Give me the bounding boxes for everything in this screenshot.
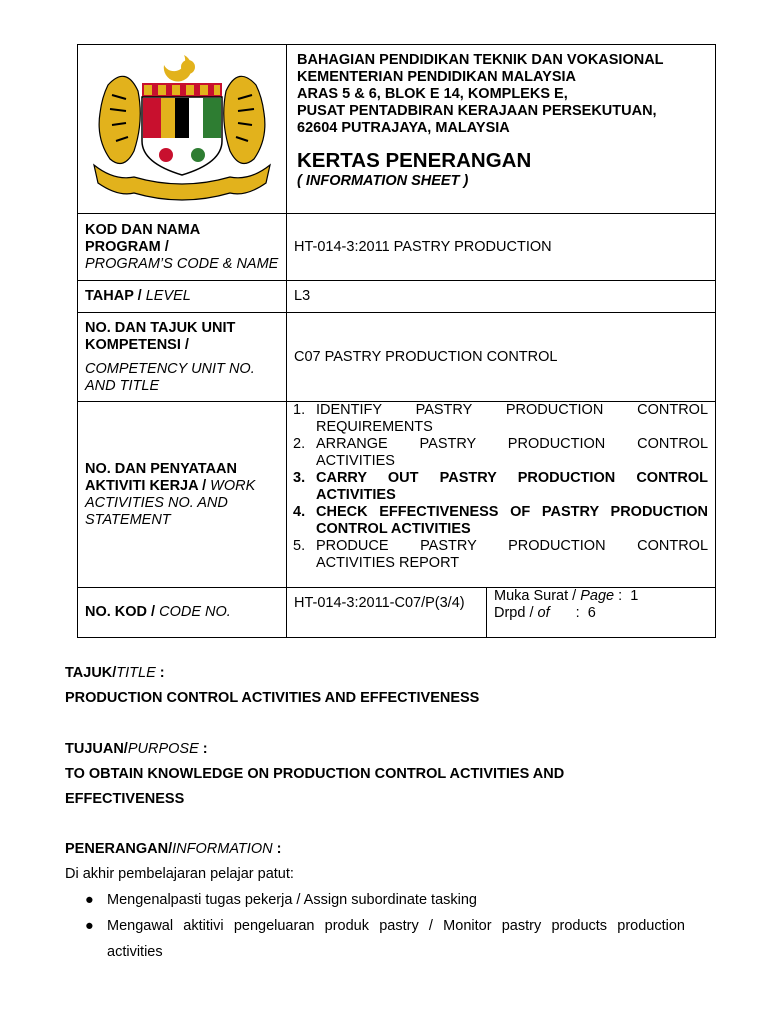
level-label: TAHAP / LEVEL bbox=[78, 281, 287, 313]
code-label: NO. KOD / CODE NO. bbox=[78, 588, 287, 638]
document-subtitle: ( INFORMATION SHEET ) bbox=[297, 173, 469, 189]
unit-label: NO. DAN TAJUK UNIT KOMPETENSI / COMPETENCY UNIT NO. AND TITLE bbox=[78, 313, 287, 402]
code-value: HT-014-3:2011-C07/P(3/4) bbox=[287, 588, 487, 638]
list-item: ● Mengawal aktitivi pengeluaran produk pastry / Monitor pastry products production activities bbox=[65, 913, 685, 965]
bullet-icon: ● bbox=[85, 918, 94, 934]
crest-cell bbox=[78, 45, 287, 214]
list-item: 4. CHECK EFFECTIVENESS OF PASTRY PRODUCTION CONTROL ACTIVITIES bbox=[293, 504, 709, 537]
address-line: BAHAGIAN PENDIDIKAN TEKNIK DAN VOKASIONAL bbox=[297, 52, 664, 68]
work-label: NO. DAN PENYATAAN AKTIVITI KERJA / WORK ACTIVITIES NO. AND STATEMENT bbox=[78, 402, 287, 588]
information-heading: PENERANGAN/INFORMATION : bbox=[65, 841, 282, 857]
list-item: 1. IDENTIFY PASTRY PRODUCTION CONTROL REQUIREMENTS bbox=[293, 402, 709, 435]
bullet-icon: ● bbox=[85, 892, 94, 908]
agency-cell bbox=[287, 45, 716, 214]
title-heading: TAJUK/TITLE : bbox=[65, 665, 165, 681]
unit-value: C07 PASTRY PRODUCTION CONTROL bbox=[287, 313, 716, 402]
title-text: PRODUCTION CONTROL ACTIVITIES AND EFFECTIVENESS bbox=[65, 690, 480, 706]
address-line: KEMENTERIAN PENDIDIKAN MALAYSIA bbox=[297, 69, 577, 85]
address-line: ARAS 5 & 6, BLOK E 14, KOMPLEKS E, bbox=[297, 86, 568, 102]
purpose-heading: TUJUAN/PURPOSE : bbox=[65, 741, 208, 757]
list-item: 2. ARRANGE PASTRY PRODUCTION CONTROL ACTIVITIES bbox=[293, 436, 709, 469]
program-value: HT-014-3:2011 PASTRY PRODUCTION bbox=[287, 214, 716, 281]
page-info-cell bbox=[487, 588, 716, 638]
work-activities-cell bbox=[287, 402, 716, 588]
work-activities-list bbox=[293, 402, 708, 572]
header-table bbox=[77, 44, 716, 638]
address-line: PUSAT PENTADBIRAN KERAJAAN PERSEKUTUAN, bbox=[297, 103, 657, 119]
information-intro: Di akhir pembelajaran pelajar patut: bbox=[65, 866, 294, 882]
list-item: 3. CARRY OUT PASTRY PRODUCTION CONTROL ACTIVITIES bbox=[293, 470, 709, 503]
document-title: KERTAS PENERANGAN bbox=[297, 149, 532, 172]
purpose-text-line1: TO OBTAIN KNOWLEDGE ON PRODUCTION CONTROL ACTIVITIES AND bbox=[65, 766, 565, 782]
list-item: ● Mengenalpasti tugas pekerja / Assign subordinate tasking bbox=[65, 887, 685, 913]
program-label: KOD DAN NAMA PROGRAM / PROGRAM’S CODE & NAME bbox=[78, 214, 287, 281]
learning-outcomes-list bbox=[65, 887, 685, 965]
address-line: 62604 PUTRAJAYA, MALAYSIA bbox=[297, 120, 510, 136]
malaysia-coat-of-arms-icon bbox=[78, 45, 286, 208]
purpose-text-line2: EFFECTIVENESS bbox=[65, 791, 185, 807]
level-value: L3 bbox=[287, 281, 716, 313]
page-total: Drpd / of : 6 bbox=[494, 605, 596, 621]
list-item: 5. PRODUCE PASTRY PRODUCTION CONTROL ACTIVITIES REPORT bbox=[293, 538, 709, 571]
page-number: Muka Surat / Page : 1 bbox=[494, 588, 639, 604]
